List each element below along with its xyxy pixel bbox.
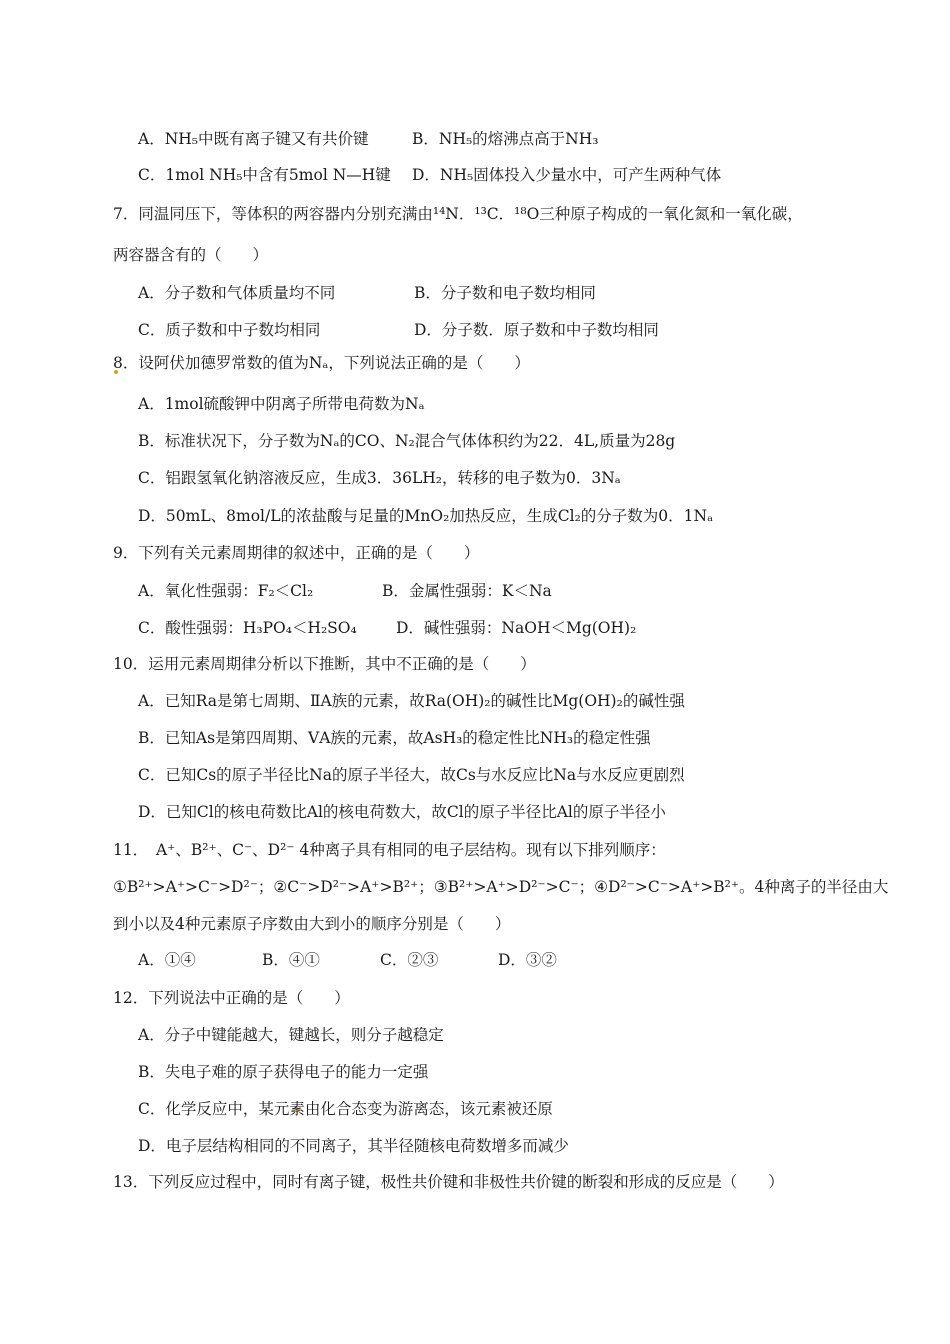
q9-option-b: B．金属性强弱：K＜Na	[382, 582, 552, 600]
q7-stem-line-1: 7．同温同压下，等体积的两容器内分别充满由¹⁴N．¹³C．¹⁸O三种原子构成的一氧化氮和一氧化碳，	[113, 205, 803, 223]
q6-option-row-2	[138, 164, 722, 186]
q11-option-row	[138, 949, 557, 971]
q7-option-b: B．分子数和电子数均相同	[414, 284, 596, 302]
q7-option-d: D．分子数．原子数和中子数均相同	[414, 321, 659, 339]
q6-option-b: B．NH₅的熔沸点高于NH₃	[412, 130, 599, 148]
q10-option-b: B．已知As是第四周期、ⅤA族的元素，故AsH₃的稳定性比NH₃的稳定性强	[138, 729, 651, 747]
q10-option-c: C．已知Cs的原子半径比Na的原子半径大，故Cs与水反应比Na与水反应更剧烈	[138, 766, 685, 784]
q11-option-c: C．②③	[380, 951, 439, 969]
q9-stem: 9．下列有关元素周期律的叙述中，正确的是（ ）	[113, 544, 480, 562]
q7-stem-line-2: 两容器含有的（ ）	[113, 246, 269, 264]
q9-option-row-1	[138, 580, 552, 602]
q12-option-c: C．化学反应中，某元素由化合态变为游离态，该元素被还原	[138, 1100, 553, 1118]
q11-option-b: B．④①	[262, 951, 320, 969]
q13-stem: 13．下列反应过程中，同时有离子键，极性共价键和非极性共价键的断裂和形成的反应是（ ）	[113, 1173, 784, 1191]
q7-option-a: A．分子数和气体质量均不同	[138, 284, 336, 302]
q9-option-c: C．酸性强弱：H₃PO₄＜H₂SO₄	[138, 619, 357, 637]
q7-option-row-1	[138, 282, 596, 304]
q6-option-d: D．NH₅固体投入少量水中，可产生两种气体	[412, 166, 722, 184]
q8-option-c: C．铝跟氢氧化钠溶液反应，生成3．36LH₂，转移的电子数为0．3Nₐ	[138, 469, 621, 487]
q11-stem-line-3: 到小以及4种元素原子序数由大到小的顺序分别是（ ）	[113, 915, 511, 933]
q11-stem-line-2: ①B²⁺>A⁺>C⁻>D²⁻；②C⁻>D²⁻>A⁺>B²⁺；③B²⁺>A⁺>D²⁻>C⁻；④D²⁻>C⁻>A⁺>B²⁺。4种离子的半径由大	[113, 878, 889, 896]
q11-stem-line-1: 11． A⁺、B²⁺、C⁻、D²⁻ 4种离子具有相同的电子层结构。现有以下排列顺序：	[113, 841, 666, 859]
q9-option-row-2	[138, 617, 637, 639]
q10-stem: 10．运用元素周期律分析以下推断，其中不正确的是（ ）	[113, 655, 536, 673]
q12-option-d: D．电子层结构相同的不同离子，其半径随核电荷数增多而减少	[138, 1137, 569, 1155]
q11-option-a: A．①④	[138, 951, 196, 969]
q12-option-a: A．分子中键能越大，键越长，则分子越稳定	[138, 1026, 444, 1044]
q11-option-d: D．③②	[498, 951, 557, 969]
q8-option-b: B．标准状况下，分子数为Nₐ的CO、N₂混合气体体积约为22．4L,质量为28g	[138, 432, 676, 450]
q8-option-a: A．1mol硫酸钾中阴离子所带电荷数为Nₐ	[138, 395, 425, 413]
q6-option-c: C．1mol NH₅中含有5mol N—H键	[138, 166, 391, 184]
q7-option-c: C．质子数和中子数均相同	[138, 321, 321, 339]
q10-option-d: D．已知Cl的核电荷数比Al的核电荷数大，故Cl的原子半径比Al的原子半径小	[138, 803, 666, 821]
q12-option-b: B．失电子难的原子获得电子的能力一定强	[138, 1063, 429, 1081]
q7-option-row-2	[138, 319, 659, 341]
q6-option-a: A．NH₅中既有离子键又有共价键	[138, 130, 369, 148]
q8-stem: 8．设阿伏加德罗常数的值为Nₐ，下列说法正确的是（ ）	[113, 354, 530, 372]
q8-option-d: D．50mL、8mol/L的浓盐酸与足量的MnO₂加热反应，生成Cl₂的分子数为0．1Nₐ	[138, 507, 714, 525]
q6-option-row-1	[138, 128, 599, 150]
q10-option-a: A．已知Ra是第七周期、ⅡA族的元素，故Ra(OH)₂的碱性比Mg(OH)₂的碱性强	[138, 692, 685, 710]
q9-option-d: D．碱性强弱：NaOH＜Mg(OH)₂	[396, 619, 637, 637]
q9-option-a: A．氧化性强弱：F₂＜Cl₂	[138, 582, 314, 600]
q12-stem: 12．下列说法中正确的是（ ）	[113, 989, 350, 1007]
